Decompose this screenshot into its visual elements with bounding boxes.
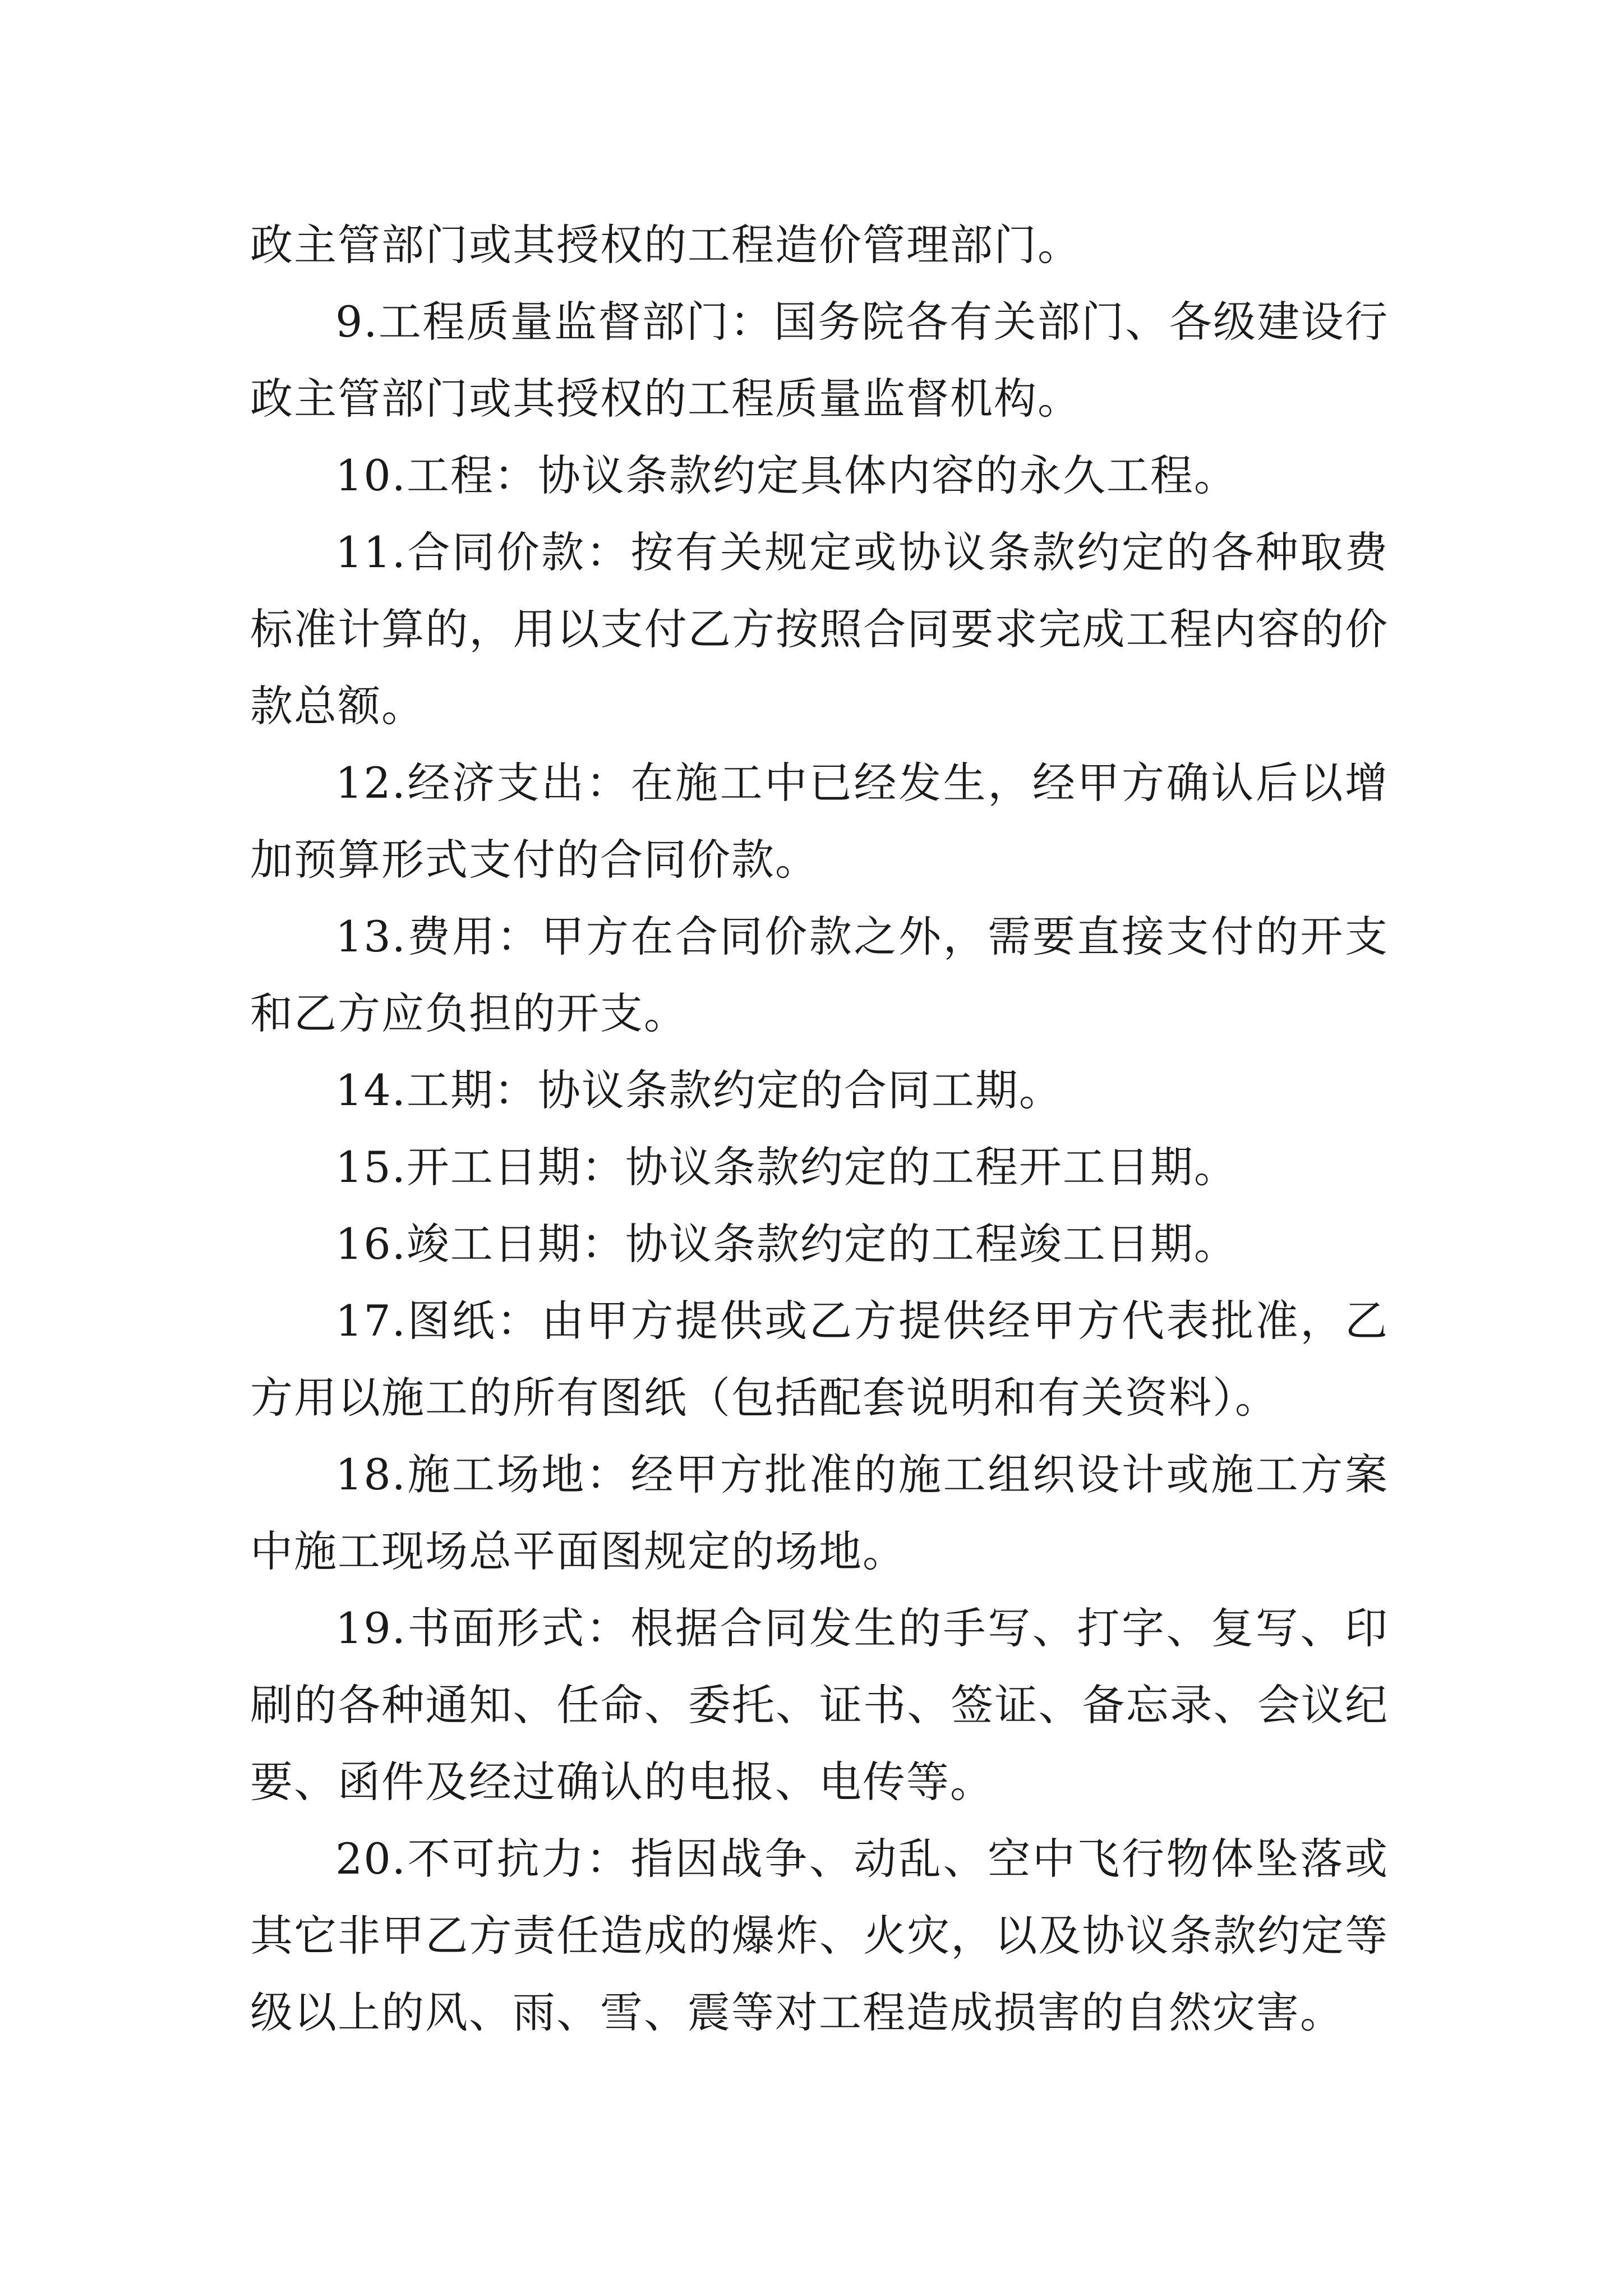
paragraph-item-12: 12.经济支出：在施工中已经发生，经甲方确认后以增加预算形式支付的合同价款。 [250,758,1389,885]
paragraph-item-15: 15.开工日期：协议条款约定的工程开工日期。 [335,1142,1238,1192]
paragraph-item-17: 17.图纸：由甲方提供或乙方提供经甲方代表批准，乙方用以施工的所有图纸（包括配套说明和有关资料）。 [250,1296,1389,1423]
paragraph-item-11: 11.合同价款：按有关规定或协议条款约定的各种取费标准计算的，用以支付乙方按照合同要求完成工程内容的价款总额。 [250,527,1389,731]
document-body [250,206,1389,2051]
paragraph-item-20: 20.不可抗力：指因战争、动乱、空中飞行物体坠落或其它非甲乙方责任造成的爆炸、火灾，以及协议条款约定等级以上的风、雨、雪、震等对工程造成损害的自然灾害。 [250,1834,1389,2037]
paragraph-item-13: 13.费用：甲方在合同价款之外，需要直接支付的开支和乙方应负担的开支。 [250,912,1389,1038]
paragraph-item-18: 18.施工场地：经甲方批准的施工组织设计或施工方案中施工现场总平面图规定的场地。 [250,1450,1389,1576]
paragraph-item-9: 9.工程质量监督部门：国务院各有关部门、各级建设行政主管部门或其授权的工程质量监督机构。 [250,297,1389,424]
paragraph-continuation: 政主管部门或其授权的工程造价管理部门。 [250,220,1081,270]
paragraph-item-16: 16.竣工日期：协议条款约定的工程竣工日期。 [335,1219,1238,1269]
paragraph-item-19: 19.书面形式：根据合同发生的手写、打字、复写、印刷的各种通知、任命、委托、证书、签证、备忘录、会议纪要、函件及经过确认的电报、电传等。 [250,1603,1389,1807]
paragraph-item-14: 14.工期：协议条款约定的合同工期。 [335,1065,1063,1115]
paragraph-item-10: 10.工程：协议条款约定具体内容的永久工程。 [335,450,1238,500]
